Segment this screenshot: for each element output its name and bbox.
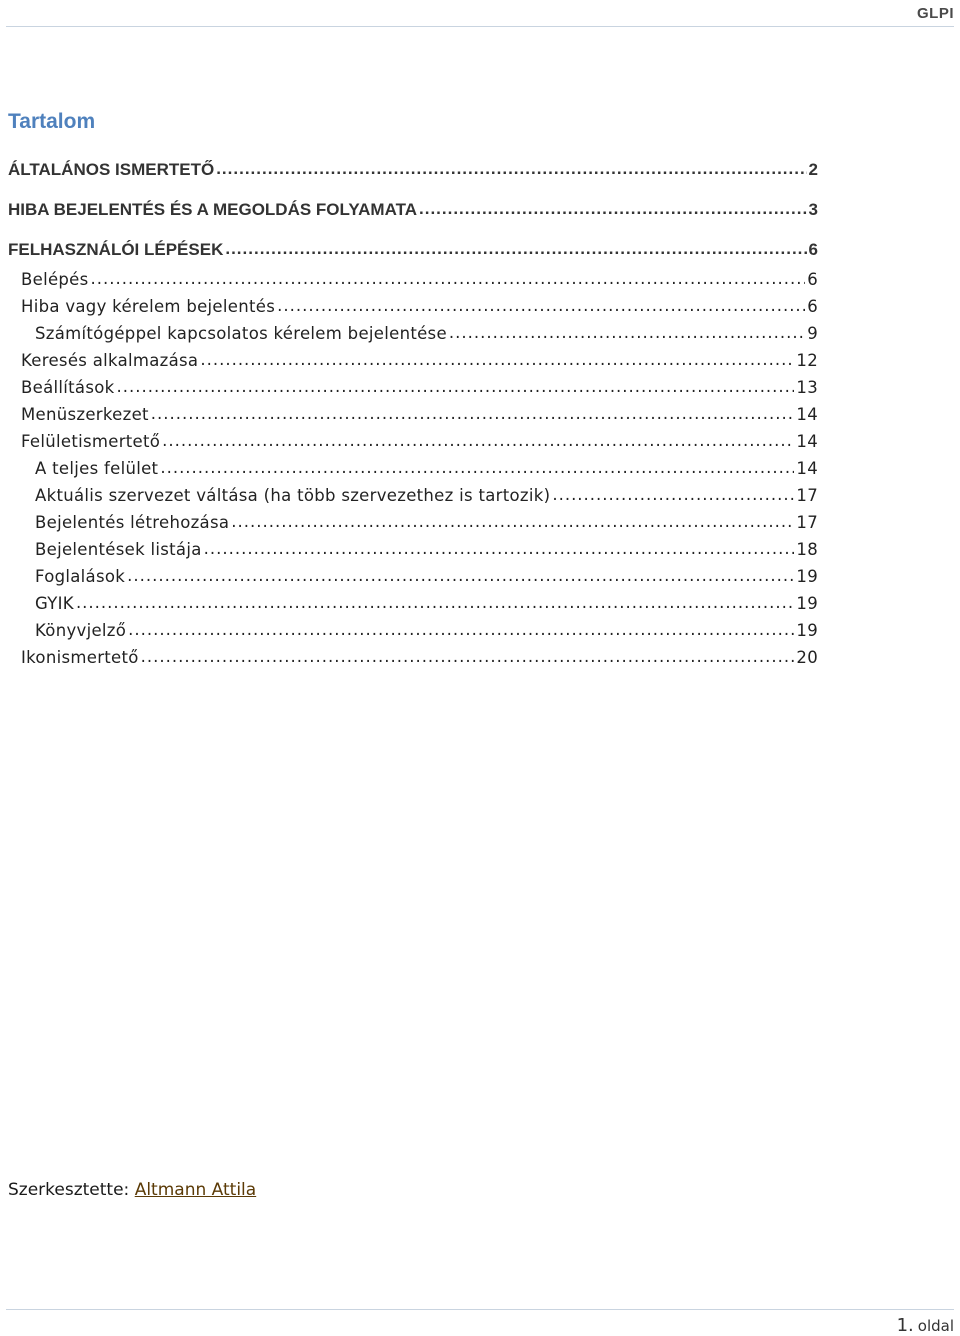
toc-entry-page: 13 bbox=[796, 378, 818, 397]
toc-dot-leader bbox=[419, 203, 807, 220]
footer-divider bbox=[6, 1309, 954, 1310]
toc-entry[interactable] bbox=[35, 486, 818, 505]
toc-entry-page: 19 bbox=[796, 594, 818, 613]
toc-entry-label: Belépés bbox=[21, 270, 89, 289]
toc-entry[interactable] bbox=[35, 540, 818, 559]
editor-name-link[interactable]: Altmann Attila bbox=[134, 1180, 257, 1200]
toc-entry-label: A teljes felület bbox=[35, 459, 159, 478]
toc-dot-leader bbox=[204, 543, 795, 560]
toc-dot-leader bbox=[200, 354, 794, 371]
toc-entry[interactable] bbox=[35, 567, 818, 586]
toc-entry[interactable] bbox=[21, 405, 818, 424]
toc-entry[interactable] bbox=[8, 160, 818, 180]
page-number bbox=[897, 1315, 954, 1336]
toc-entry[interactable] bbox=[35, 594, 818, 613]
toc-dot-leader bbox=[151, 408, 795, 425]
toc-dot-leader bbox=[127, 570, 794, 587]
toc-entry[interactable] bbox=[35, 324, 818, 343]
toc-entry-page: 6 bbox=[807, 270, 818, 289]
toc-dot-leader bbox=[160, 462, 794, 479]
toc-dot-leader bbox=[76, 597, 794, 614]
toc-entry-page: 9 bbox=[807, 324, 818, 343]
editor-credit bbox=[8, 1180, 256, 1200]
toc-dot-leader bbox=[277, 300, 805, 317]
toc-dot-leader bbox=[116, 381, 794, 398]
toc-entry[interactable] bbox=[8, 200, 818, 220]
toc-entry-label: Hiba vagy kérelem bejelentés bbox=[21, 297, 276, 316]
toc-entry[interactable] bbox=[8, 240, 818, 260]
toc-entry[interactable] bbox=[35, 513, 818, 532]
toc-entry-page: 14 bbox=[796, 432, 818, 451]
toc-entry[interactable] bbox=[21, 432, 818, 451]
document-header-label: GLPI bbox=[916, 5, 954, 22]
toc-entry[interactable] bbox=[35, 459, 818, 478]
toc-entry-page: 14 bbox=[796, 459, 818, 478]
toc-entry-label: Bejelentések listája bbox=[35, 540, 202, 559]
toc-entry-page: 3 bbox=[808, 200, 818, 219]
header-divider bbox=[6, 26, 954, 27]
toc-dot-leader bbox=[141, 651, 795, 668]
toc-entry-page: 17 bbox=[796, 513, 818, 532]
toc-dot-leader bbox=[225, 243, 806, 260]
editor-prefix: Szerkesztette: bbox=[8, 1180, 130, 1200]
toc-entry-label: FELHASZNÁLÓI LÉPÉSEK bbox=[8, 240, 224, 259]
toc-dot-leader bbox=[216, 163, 806, 180]
page-number-value: 1. bbox=[896, 1315, 914, 1336]
toc-entry-label: Könyvjelző bbox=[35, 621, 127, 640]
toc-entry-page: 14 bbox=[796, 405, 818, 424]
toc-entry[interactable] bbox=[21, 270, 818, 289]
toc-dot-leader bbox=[552, 489, 794, 506]
toc-dot-leader bbox=[91, 273, 806, 290]
toc-entry-label: Felületismertető bbox=[21, 432, 161, 451]
toc-entry-page: 20 bbox=[796, 648, 818, 667]
toc-entry-page: 2 bbox=[808, 160, 818, 179]
toc-entry-label: Foglalások bbox=[35, 567, 126, 586]
toc-entry[interactable] bbox=[21, 297, 818, 316]
toc-entry-page: 17 bbox=[796, 486, 818, 505]
toc-dot-leader bbox=[231, 516, 794, 533]
toc-entry-label: Menüszerkezet bbox=[21, 405, 149, 424]
toc-entry-page: 19 bbox=[796, 567, 818, 586]
toc-entry-label: Bejelentés létrehozása bbox=[35, 513, 230, 532]
toc-entry-label: ÁLTALÁNOS ISMERTETŐ bbox=[8, 160, 215, 179]
toc-entry-page: 6 bbox=[807, 297, 818, 316]
toc-entry-label: Aktuális szervezet váltása (ha több szervezethez is tartozik) bbox=[35, 486, 551, 505]
toc-entry-page: 18 bbox=[796, 540, 818, 559]
toc-entry[interactable] bbox=[21, 648, 818, 667]
toc-entry-page: 19 bbox=[796, 621, 818, 640]
toc-entry-label: Keresés alkalmazása bbox=[21, 351, 199, 370]
toc-entry-page: 12 bbox=[796, 351, 818, 370]
toc-entry-label: HIBA BEJELENTÉS ÉS A MEGOLDÁS FOLYAMATA bbox=[8, 200, 417, 219]
toc-entry[interactable] bbox=[21, 378, 818, 397]
toc-dot-leader bbox=[449, 327, 805, 344]
page-number-word: oldal bbox=[917, 1317, 954, 1335]
toc-entry-label: Ikonismertető bbox=[21, 648, 139, 667]
toc-entry[interactable] bbox=[35, 621, 818, 640]
toc-dot-leader bbox=[162, 435, 794, 452]
toc-entry-label: Számítógéppel kapcsolatos kérelem bejelentése bbox=[35, 324, 447, 343]
toc-entry-page: 6 bbox=[808, 240, 818, 259]
toc-dot-leader bbox=[128, 624, 794, 641]
toc-title: Tartalom bbox=[8, 110, 96, 133]
toc-entry-label: Beállítások bbox=[21, 378, 115, 397]
toc-entry-label: GYIK bbox=[35, 594, 74, 613]
toc-entry[interactable] bbox=[21, 351, 818, 370]
